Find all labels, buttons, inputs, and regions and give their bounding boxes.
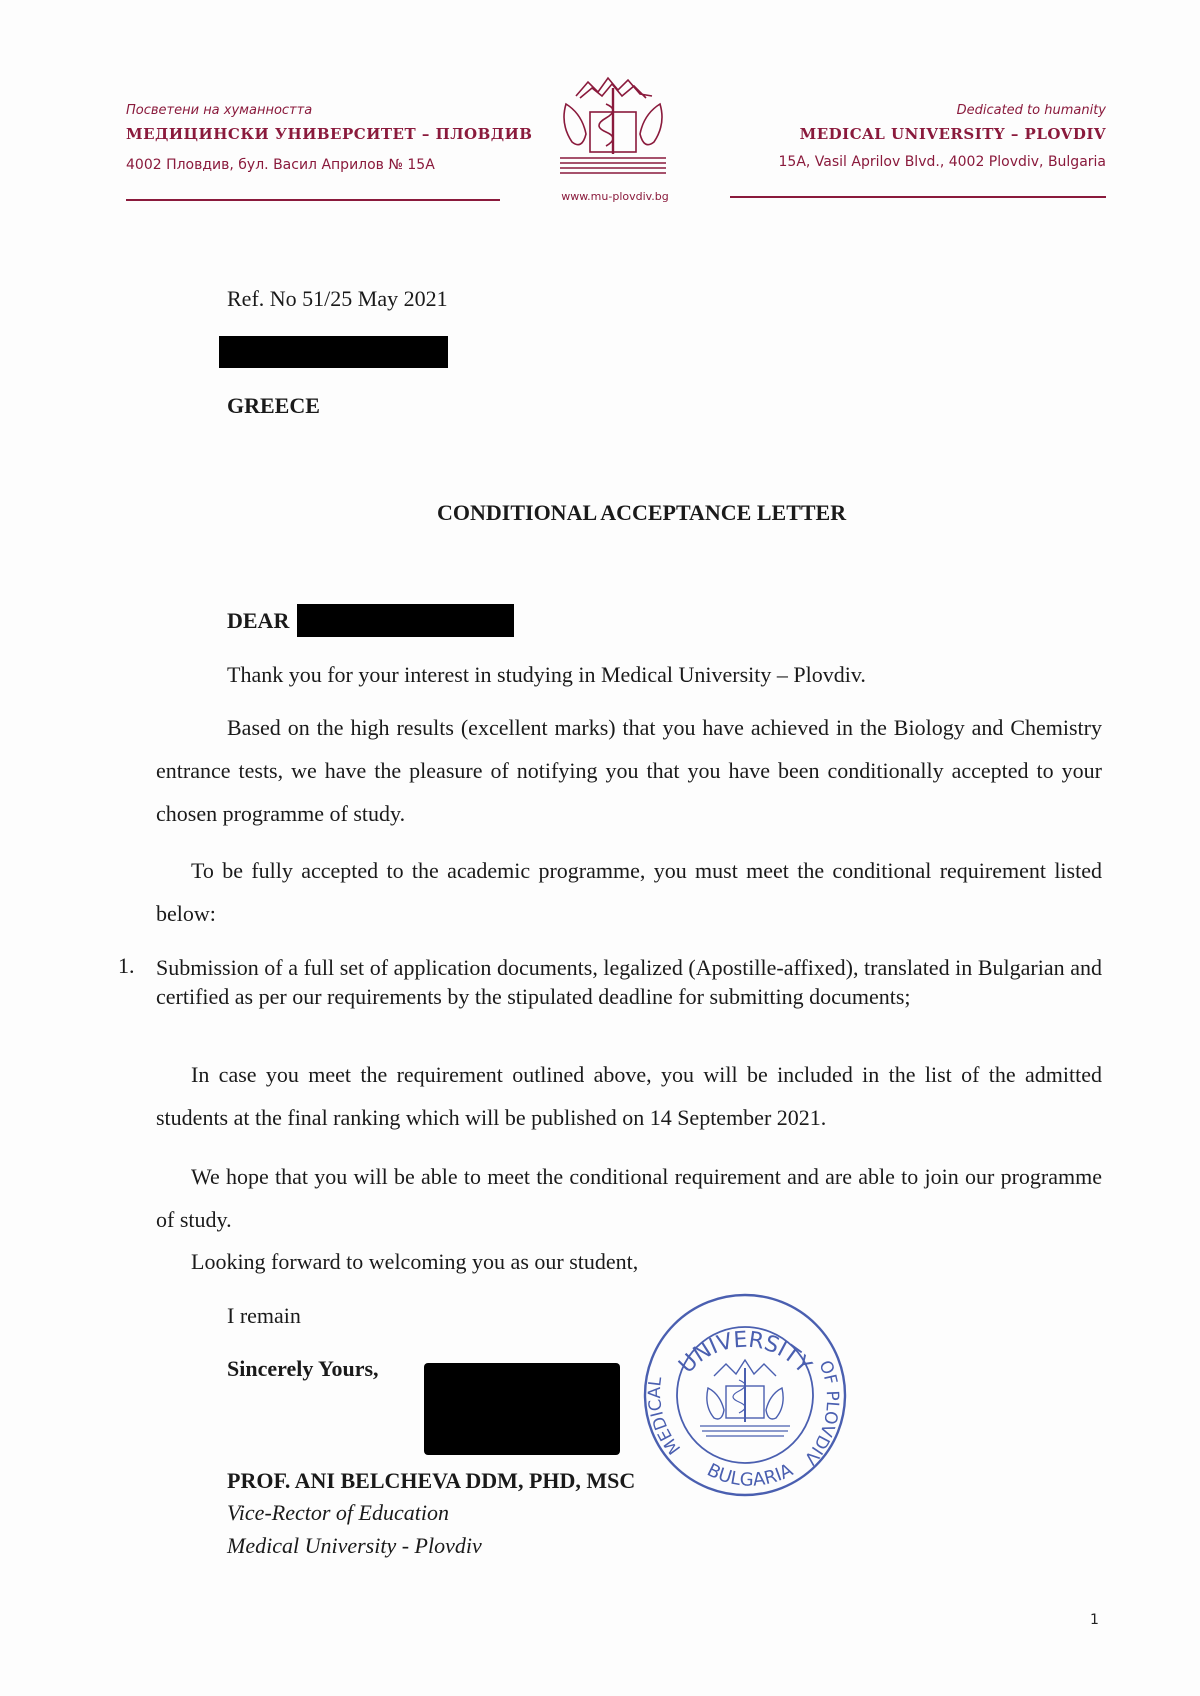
letter-title: CONDITIONAL ACCEPTANCE LETTER — [437, 500, 847, 525]
paragraph-hope: We hope that you will be able to meet the conditional requirement and are able to join our programme of study. — [156, 1164, 1102, 1232]
redacted-signature — [424, 1363, 620, 1455]
paragraph-thanks: Thank you for your interest in studying in Medical University – Plovdiv. — [227, 662, 866, 687]
closing-sincerely: Sincerely Yours, — [227, 1356, 379, 1381]
header-address-bg: 4002 Пловдив, бул. Васил Априлов № 15А — [126, 157, 435, 173]
stamp-left-text: MEDICAL — [645, 1375, 686, 1458]
signatory-title: Vice-Rector of Education — [227, 1500, 449, 1525]
paragraph-results: Based on the high results (excellent marks) that you have achieved in the Biology and Chemistry entrance tests, we have the pleasure of notifying you that you have been conditionally accepted to your chosen programme of study. — [156, 715, 1102, 826]
requirement-text: Submission of a full set of application documents, legalized (Apostille-affixed), translated in Bulgarian and certified as per our requirements by the stipulated deadline for submitting documents; — [156, 955, 1102, 1009]
header-divider-left — [126, 199, 500, 201]
requirement-number: 1. — [118, 953, 135, 978]
header-divider-right — [730, 196, 1106, 198]
header-motto-bg: Посветени на хуманността — [126, 103, 313, 118]
header-address-en: 15A, Vasil Aprilov Blvd., 4002 Plovdiv, Bulgaria — [778, 154, 1106, 170]
redacted-recipient-name — [219, 336, 448, 368]
reference-number: Ref. No 51/25 May 2021 — [227, 286, 448, 311]
header-name-en: MEDICAL UNIVERSITY – PLOVDIV — [799, 125, 1106, 143]
signatory-organization: Medical University - Plovdiv — [227, 1533, 482, 1558]
header-name-bg: МЕДИЦИНСКИ УНИВЕРСИТЕТ – ПЛОВДИВ — [126, 125, 533, 143]
closing-remain: I remain — [227, 1303, 301, 1328]
page-number: 1 — [1090, 1612, 1099, 1628]
signatory-name: PROF. ANI BELCHEVA DDM, PHD, MSC — [227, 1468, 636, 1493]
header-website: www.mu-plovdiv.bg — [561, 190, 669, 203]
stamp-top-text: UNIVERSITY — [674, 1327, 816, 1379]
recipient-country: GREECE — [227, 393, 320, 418]
university-crest-icon — [548, 74, 678, 184]
stamp-right-text: OF PLOVDIV — [799, 1357, 843, 1469]
paragraph-welcome: Looking forward to welcoming you as our student, — [191, 1249, 639, 1274]
paragraph-ranking: In case you meet the requirement outlined above, you will be included in the list of the admitted students at the final ranking which will be published on 14 September 2021. — [156, 1062, 1102, 1130]
redacted-salutation-name — [297, 604, 514, 637]
university-seal-icon — [640, 1290, 850, 1500]
paragraph-conditions-intro: To be fully accepted to the academic programme, you must meet the conditional requirement listed below: — [156, 858, 1102, 926]
stamp-bottom-text: BULGARIA — [703, 1459, 797, 1491]
header-motto-en: Dedicated to humanity — [956, 103, 1106, 118]
salutation: DEAR — [227, 608, 290, 633]
